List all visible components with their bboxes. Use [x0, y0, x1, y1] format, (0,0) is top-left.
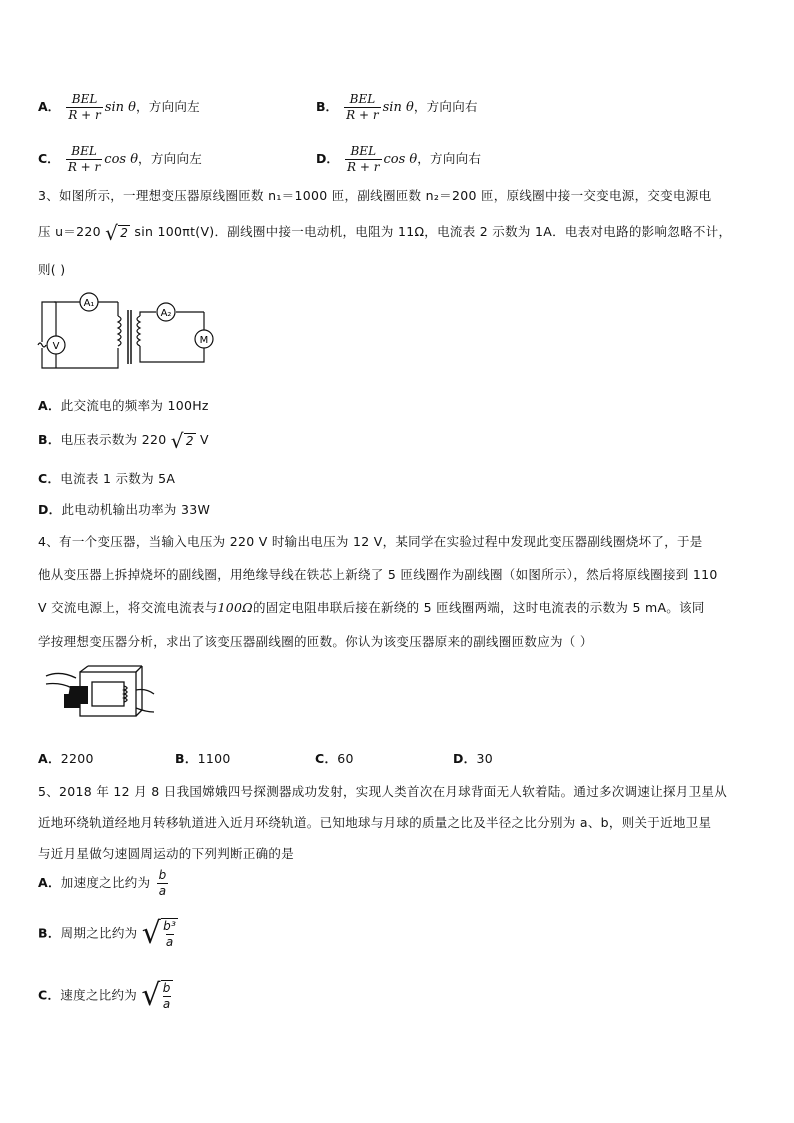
q5-line-2: 近地环绕轨道经地月转移轨道进入近月环绕轨道。已知地球与月球的质量之比及半径之比分别为 a、b，则关于近地卫星	[38, 815, 712, 830]
q3-option-d	[38, 500, 210, 518]
q3-text: 压 u＝220	[38, 224, 101, 239]
fraction-denominator: R + r	[346, 108, 379, 122]
sqrt-fraction	[161, 918, 178, 950]
option-label: A．	[38, 398, 61, 413]
fraction-denominator: a	[162, 997, 171, 1011]
option-label: C．	[315, 751, 338, 766]
ammeter-2-label: A₂	[160, 308, 172, 319]
q4-line-2: 他从变压器上拆掉烧坏的副线圈，用绝缘导线在铁芯上新绕了 5 匝线圈作为副线圈（如图所示），然后将原线圈接到 110	[38, 567, 718, 582]
transformer-circuit-diagram	[36, 292, 222, 374]
fraction	[66, 92, 102, 123]
sqrt: √ 2	[105, 220, 129, 245]
option-label: A．	[38, 875, 61, 890]
q5-option-a	[38, 868, 171, 899]
resistance-value: 100Ω	[217, 600, 253, 615]
fraction-numerator: b	[158, 868, 167, 882]
fraction	[157, 868, 169, 899]
motor-label: M	[199, 335, 209, 346]
sqrt: √ $\frac{b}{a}$	[141, 978, 171, 1013]
prev-option-d	[316, 144, 481, 175]
option-text: 30	[476, 751, 493, 766]
option-label: C．	[38, 987, 61, 1003]
option-text: 速度之比约为	[60, 987, 138, 1003]
option-text: 电压表示数为 220	[60, 432, 167, 447]
option-text: 加速度之比约为	[60, 875, 151, 890]
option-label: B．	[38, 432, 61, 447]
sqrt-fraction	[161, 980, 173, 1012]
option-label: C．	[38, 151, 60, 166]
option-label: D．	[316, 151, 339, 166]
fraction-denominator: R + r	[67, 160, 101, 174]
fraction-denominator: a	[158, 884, 167, 898]
q5-line-1: 5、2018 年 12 月 8 日我国嫦娥四号探测器成功发射，实现人类首次在月球背面无人软着陆。通过多次调速让探月卫星从	[38, 784, 727, 799]
fraction-numerator: BEL	[349, 92, 376, 106]
q4-option-a	[38, 749, 94, 767]
prev-option-b	[316, 92, 478, 123]
option-label: D．	[453, 751, 477, 766]
q4-text: V 交流电源上，将交流电流表与	[38, 600, 218, 615]
option-text: 60	[337, 751, 354, 766]
trig-function: cos θ	[104, 152, 139, 167]
q4-option-b	[175, 749, 231, 767]
voltmeter-label: V	[52, 341, 60, 352]
fraction-numerator: BEL	[71, 144, 97, 158]
q3-option-b	[38, 430, 209, 451]
fraction-numerator: BEL	[71, 92, 98, 106]
ammeter-1-label: A₁	[83, 298, 95, 309]
option-text: 此电动机输出功率为 33W	[61, 502, 211, 517]
q5-option-b	[38, 918, 178, 950]
fraction-numerator: BEL	[350, 144, 377, 158]
q3-line-2	[38, 222, 731, 243]
prev-option-c	[38, 144, 202, 175]
q5-option-c	[38, 980, 173, 1012]
prev-option-a	[38, 92, 200, 123]
q4-line-4: 学按理想变压器分析，求出了该变压器副线圈的匝数。你认为该变压器原来的副线圈匝数应为（ ）	[38, 634, 593, 649]
q4-text: 的固定电阻串联后接在新绕的 5 匝线圈两端，这时电流表的示数为 5 mA。该同	[252, 600, 705, 615]
fraction	[344, 92, 380, 123]
q4-option-d	[453, 749, 493, 767]
trig-function: sin θ	[382, 100, 414, 115]
option-label: B．	[175, 751, 198, 766]
sqrt-radicand: 2	[185, 433, 194, 448]
option-label: B．	[38, 925, 61, 941]
option-text: ，方向向右	[417, 151, 482, 166]
q4-option-c	[315, 749, 354, 767]
option-text: 电流表 1 示数为 5A	[60, 471, 176, 486]
q3-line-1: 3、如图所示，一理想变压器原线圈匝数 n₁＝1000 匝，副线圈匝数 n₂＝200 匝，原线圈中接一交变电源，交变电源电	[38, 188, 712, 203]
option-label: A．	[38, 751, 61, 766]
fraction-numerator: b	[162, 981, 171, 995]
option-text: ，方向向左	[138, 151, 203, 166]
q5-line-3: 与近月星做匀速圆周运动的下列判断正确的是	[38, 846, 295, 861]
q4-line-3	[38, 598, 705, 616]
trig-function: sin θ	[104, 100, 136, 115]
transformer-core-image	[44, 664, 156, 728]
q3-text: sin 100πt(V)．副线圈中接一电动机，电阻为 11Ω，电流表 2 示数为 1A．电表对电路的影响忽略不计，	[134, 224, 732, 239]
option-text: 1100	[197, 751, 231, 766]
option-label: D．	[38, 502, 62, 517]
option-text: ，方向向右	[413, 99, 478, 114]
sqrt: √ $\frac{\text{b³}}{a}$	[141, 916, 177, 951]
option-text: 2200	[60, 751, 94, 766]
trig-function: cos θ	[383, 152, 418, 167]
option-label: B．	[316, 99, 339, 114]
option-unit: V	[195, 432, 209, 447]
option-label: C．	[38, 471, 61, 486]
sqrt: √ 2	[170, 428, 194, 453]
option-label: A．	[38, 99, 61, 114]
fraction	[66, 144, 102, 175]
fraction-denominator: a	[165, 935, 174, 949]
q3-option-c	[38, 469, 175, 487]
q3-option-a	[38, 396, 209, 414]
sqrt-radicand: 2	[120, 225, 129, 240]
q3-line-3: 则( )	[38, 262, 66, 277]
option-text: 此交流电的频率为 100Hz	[60, 398, 209, 413]
fraction	[345, 144, 381, 175]
option-text: 周期之比约为	[60, 925, 138, 941]
option-text: ，方向向左	[135, 99, 200, 114]
q4-line-1: 4、有一个变压器，当输入电压为 220 V 时输出电压为 12 V，某同学在实验过程中发现此变压器副线圈烧坏了，于是	[38, 534, 703, 549]
fraction-denominator: R + r	[347, 160, 380, 174]
fraction-denominator: R + r	[68, 108, 101, 122]
fraction-numerator: b³	[163, 919, 177, 933]
